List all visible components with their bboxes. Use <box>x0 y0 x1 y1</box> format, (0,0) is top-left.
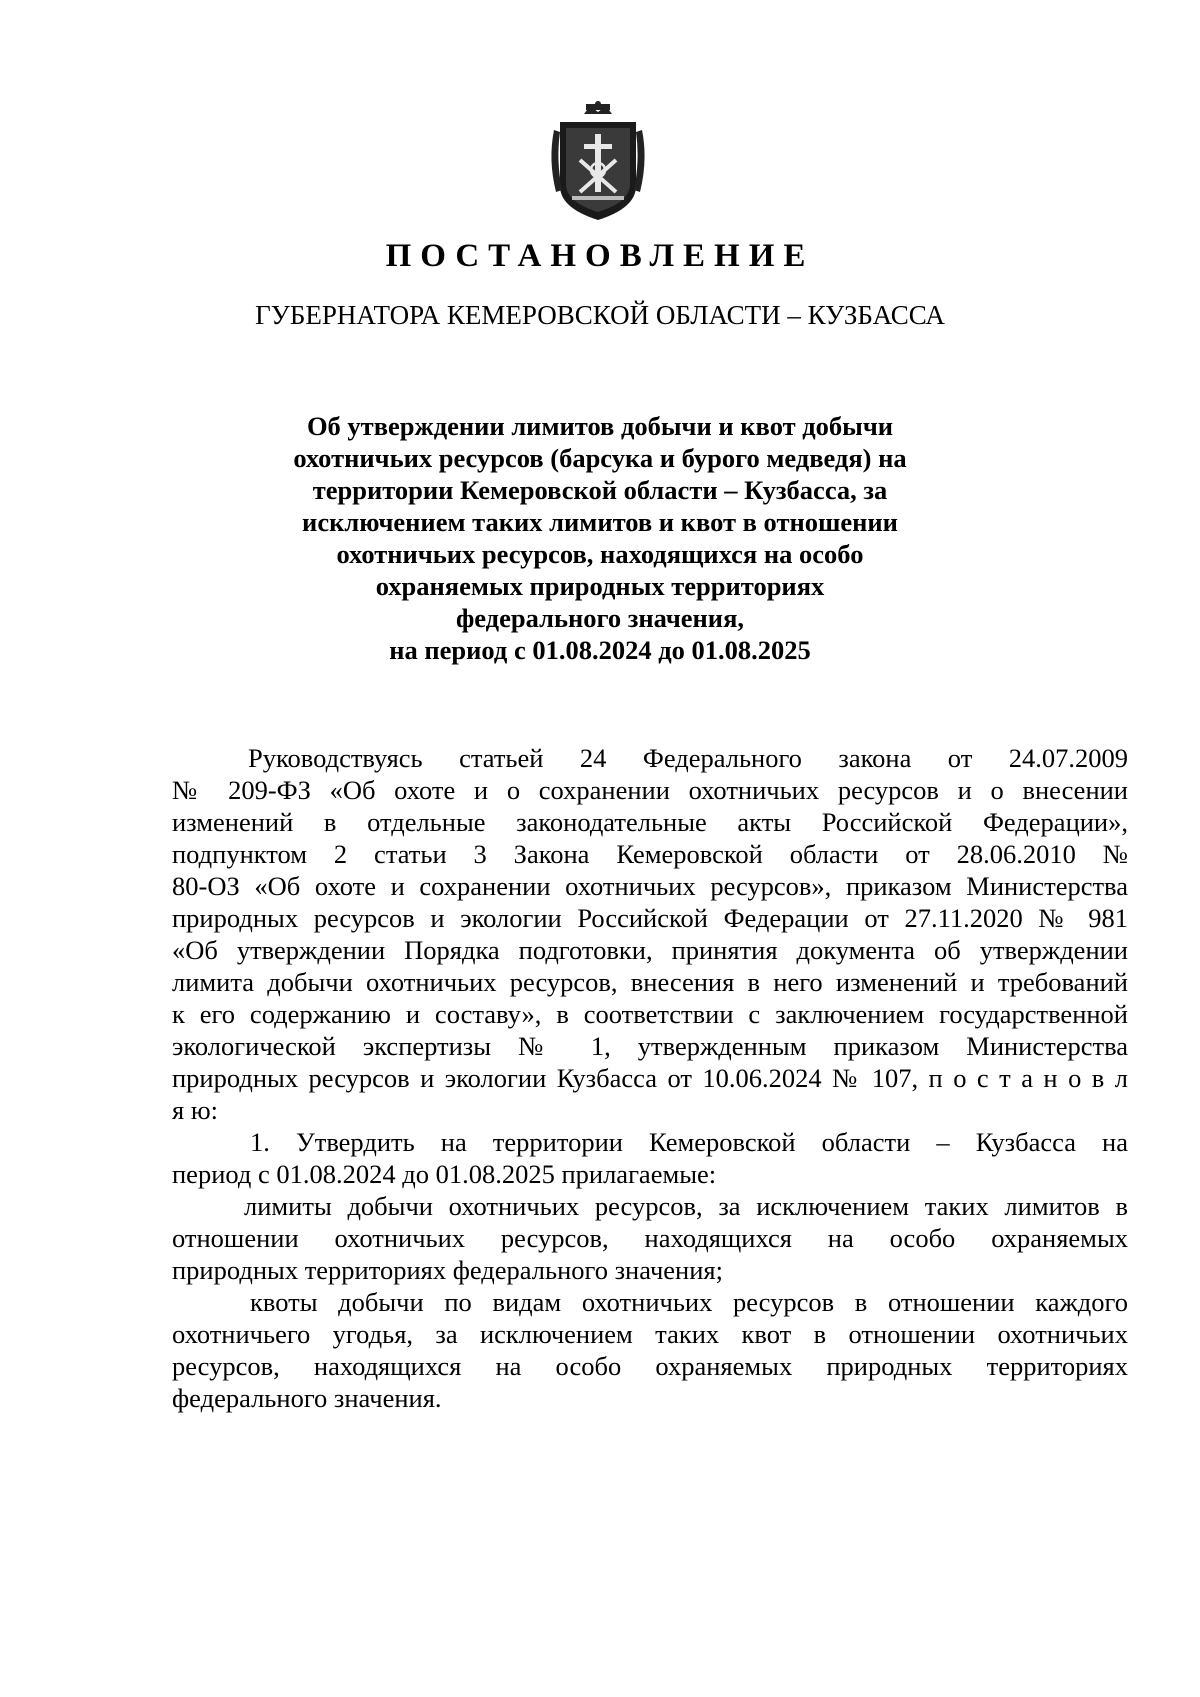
title-line: Об утверждении лимитов добычи и квот добычи <box>306 411 894 441</box>
quotas-paragraph <box>172 1286 1128 1414</box>
title-line: охотничьих ресурсов, находящихся на особо <box>336 539 864 569</box>
text-line: № 209-ФЗ «Об охоте и о сохранении охотничьих ресурсов и о внесении <box>172 775 1128 805</box>
text-line: 1. Утвердить на территории Кемеровской области – Кузбасса на <box>250 1127 1128 1157</box>
text-line: природных территориях федерального значения; <box>172 1255 723 1285</box>
text-line: период с 01.08.2024 до 01.08.2025 прилагаемые: <box>172 1159 717 1189</box>
document-title <box>260 410 940 666</box>
kuzbass-coat-of-arms-icon <box>546 100 650 224</box>
title-line: на период с 01.08.2024 до 01.08.2025 <box>389 635 811 665</box>
text-line: лимита добычи охотничьих ресурсов, внесения в него изменений и требований <box>172 967 1128 997</box>
document-body <box>172 742 1128 1414</box>
title-line: исключением таких лимитов и квот в отношении <box>302 507 898 537</box>
text-line: лимиты добычи охотничьих ресурсов, за исключением таких лимитов в <box>244 1191 1128 1221</box>
text-line: экологической экспертизы № 1, утвержденным приказом Министерства <box>172 1031 1128 1061</box>
text-line: Руководствуясь статьей 24 Федерального закона от 24.07.2009 <box>248 743 1128 773</box>
text-line: изменений в отдельные законодательные акты Российской Федерации», <box>172 807 1128 837</box>
title-line: охотничьих ресурсов (барсука и бурого медведя) на <box>293 443 907 473</box>
text-line: федерального значения. <box>172 1383 442 1413</box>
limits-paragraph <box>172 1190 1128 1286</box>
text-line: ресурсов, находящихся на особо охраняемых природных территориях <box>172 1351 1128 1381</box>
text-line: я ю: <box>172 1095 218 1125</box>
text-line: «Об утверждении Порядка подготовки, принятия документа об утверждении <box>172 935 1128 965</box>
text-line: 80-ОЗ «Об охоте и сохранении охотничьих ресурсов», приказом Министерства <box>172 871 1128 901</box>
text-line: природных ресурсов и экологии Российской Федерации от 27.11.2020 № 981 <box>172 903 1128 933</box>
text-line: природных ресурсов и экологии Кузбасса от 10.06.2024 № 107, п о с т а н о в л <box>172 1063 1128 1093</box>
document-type-heading: ПОСТАНОВЛЕНИЕ <box>385 238 815 274</box>
text-line: к его содержанию и составу», в соответствии с заключением государственной <box>172 999 1128 1029</box>
item-1-paragraph <box>172 1126 1128 1190</box>
text-line: квоты добычи по видам охотничьих ресурсов в отношении каждого <box>250 1287 1128 1317</box>
title-line: территории Кемеровской области – Кузбасса, за <box>312 475 888 505</box>
text-line: отношении охотничьих ресурсов, находящихся на особо охраняемых <box>172 1223 1128 1253</box>
issuer-line: ГУБЕРНАТОРА КЕМЕРОВСКОЙ ОБЛАСТИ – КУЗБАССА <box>255 300 945 330</box>
title-line: охраняемых природных территориях <box>375 571 825 601</box>
preamble-paragraph <box>172 742 1128 1126</box>
text-line: подпунктом 2 статьи 3 Закона Кемеровской области от 28.06.2010 № <box>172 839 1128 869</box>
text-line: охотничьего угодья, за исключением таких квот в отношении охотничьих <box>172 1319 1128 1349</box>
title-line: федерального значения, <box>455 603 745 633</box>
